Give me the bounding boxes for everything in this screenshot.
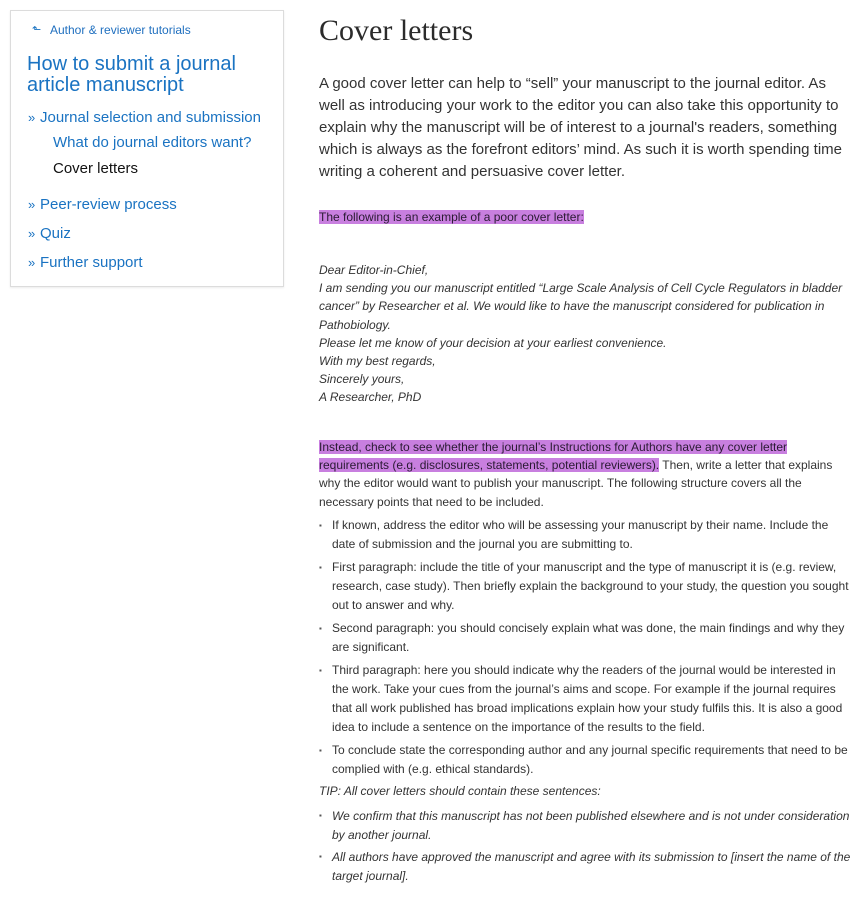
sidebar-item-quiz[interactable] [11,223,283,243]
tutorial-sidebar [10,10,284,287]
sidebar-item-label: Journal selection and submission [40,108,261,126]
highlighted-text: The following is an example of a poor cover letter: [319,210,584,224]
list-item: ▪ To conclude state the corresponding author and any journal specific requirements that need to be complied with (e.g. ethical standards). [319,741,854,779]
instead-paragraph [319,438,854,511]
sidebar-item-label: Peer-review process [40,195,177,213]
sidebar-item-further-support[interactable] [11,252,283,272]
sidebar-item-cover-letters-current: Cover letters [53,160,139,177]
letter-line: Dear Editor-in-Chief, [319,263,429,277]
letter-line: I am sending you our manuscript entitled “Large Scale Analysis of Cell Cycle Regulators in bladder [319,281,843,296]
sidebar-title[interactable]: How to submit a journal article manuscript [27,53,236,96]
letter-line: cancer” by Researcher et al. We would like to have the manuscript considered for publication in [319,299,825,314]
poor-example-label [319,209,584,226]
return-arrow-icon: ⬑ [32,23,42,36]
chevron-right-icon: » [28,196,36,212]
chevron-right-icon: » [28,109,36,125]
tip-text: TIP: All cover letters should contain these sentences: [319,784,601,798]
page-title: Cover letters [319,14,474,47]
tip-list [319,807,854,889]
letter-line: With my best regards, [319,354,436,369]
list-item: ▪ All authors have approved the manuscript and agree with its submission to [insert the name of the target journal]. [319,848,854,885]
chevron-right-icon: » [28,225,36,241]
back-link-label: Author & reviewer tutorials [50,23,191,37]
structure-list [319,516,854,783]
sidebar-item-peer-review[interactable] [11,194,283,214]
list-item: ▪ We confirm that this manuscript has not been published elsewhere and is not under consideration by another journal. [319,807,854,844]
sidebar-item-label: Quiz [40,224,71,242]
poor-cover-letter-example [319,261,854,407]
letter-line: Pathobiology. [319,317,391,332]
intro-paragraph: A good cover letter can help to “sell” your manuscript to the journal editor. As well as introducing your work to the editor you can also take this opportunity to explain why the manuscript will be of interest to a journal's readers, something which is always as the forefront editors’ mind. As such it is worth spending time writing a coherent and persuasive cover letter. [319,75,843,180]
highlighted-text: Instead, check to see whether the journal’s Instructions for Authors have any cover letter requirements (e.g. disclosures, statements, potential reviewers). [319,440,788,473]
chevron-right-icon: » [28,254,36,270]
instead-rest-text: Then, write a letter that explains why the editor would want to publish your manuscript. The following structure covers all the necessary points that need to be included. [319,458,833,509]
list-item: ▪ Third paragraph: here you should indicate why the readers of the journal would be interested in the work. Take your cues from the journal’s aims and scope. For example if the journal requires that all work published has broad implications explain how your study fulfils this. It is also a good idea to include a sentence on the importance of the results to the field. [319,661,854,737]
letter-line: A Researcher, PhD [319,390,422,405]
list-item: ▪ If known, address the editor who will be assessing your manuscript by their name. Include the date of submission and the journal you are submitting to. [319,516,854,554]
back-to-tutorials-link[interactable] [32,21,283,39]
sidebar-item-editors-want[interactable]: What do journal editors want? [53,134,252,151]
sidebar-nav [11,107,283,272]
list-item: ▪ Second paragraph: you should concisely explain what was done, the main findings and why they are significant. [319,619,854,657]
letter-line: Please let me know of your decision at your earliest convenience. [319,335,667,350]
sidebar-item-journal-selection[interactable] [11,107,283,127]
letter-line: Sincerely yours, [319,372,405,387]
sidebar-item-label: Further support [40,253,143,271]
list-item: ▪ First paragraph: include the title of your manuscript and the type of manuscript it is (e.g. review, research, case study). Then briefly explain the background to your study, the question you sought out to answer and why. [319,558,854,615]
